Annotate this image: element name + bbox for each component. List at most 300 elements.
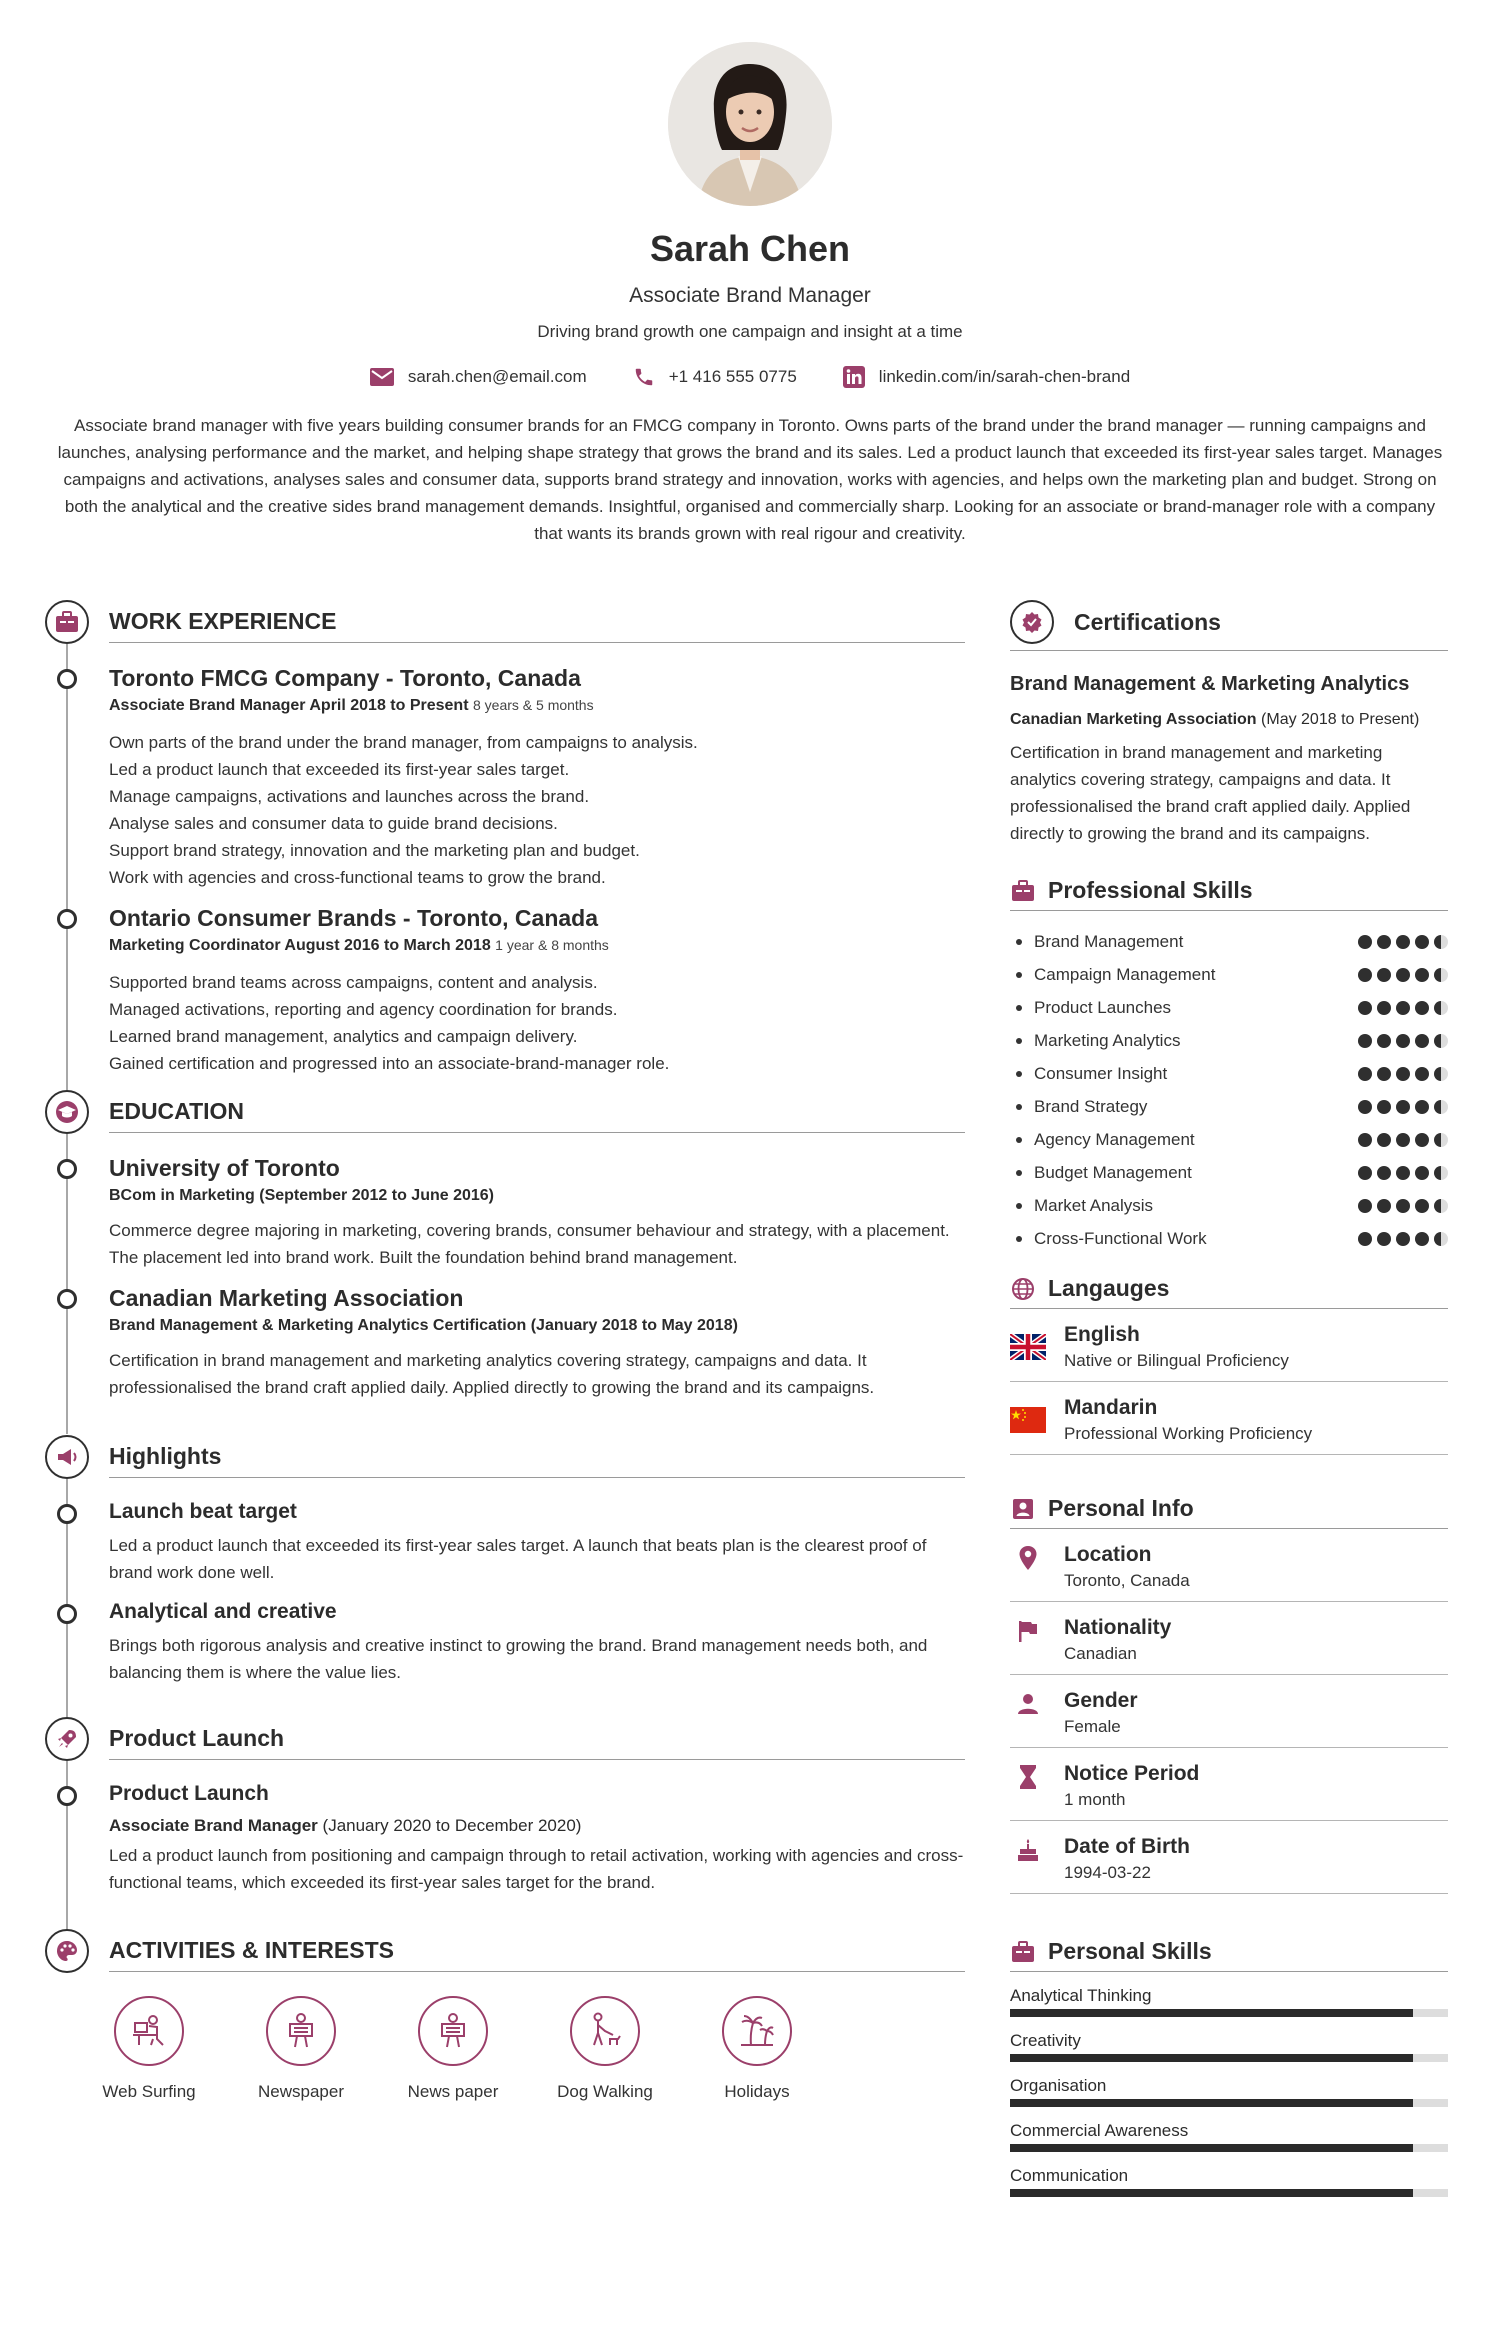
rating-dot [1377, 1067, 1391, 1081]
timeline-dot [57, 1504, 77, 1524]
info-icon [1010, 1616, 1046, 1646]
contact-linkedin[interactable] [843, 366, 1130, 388]
school-name: Canadian Marketing Association [109, 1285, 464, 1311]
skill-row [1010, 991, 1448, 1024]
rating-dot [1434, 968, 1448, 982]
linkedin-icon [843, 366, 865, 388]
rating-dot [1434, 1001, 1448, 1015]
hourglass-icon [1018, 1764, 1038, 1790]
activity-label: Holidays [724, 2082, 790, 2101]
language-level: Native or Bilingual Proficiency [1064, 1351, 1289, 1370]
info-text [1064, 1762, 1199, 1810]
rating-dot [1415, 1034, 1429, 1048]
skill-rating [1358, 1067, 1448, 1081]
skill-label: Consumer Insight [1034, 1063, 1168, 1083]
rating-dot [1396, 968, 1410, 982]
personal-skill-item [1010, 2076, 1448, 2107]
skill-name [1010, 1163, 1192, 1183]
bullet-icon [1016, 1104, 1022, 1110]
bullet-icon [1016, 1038, 1022, 1044]
section-icon-highlights [45, 1435, 89, 1479]
skill-rating [1358, 1100, 1448, 1114]
highlights-section [45, 1435, 965, 1717]
rating-dot [1377, 968, 1391, 982]
activity-label: Newspaper [258, 2082, 344, 2101]
duty-line: Supported brand teams across campaigns, content and analysis. [109, 973, 598, 992]
info-item-location [1010, 1529, 1448, 1602]
rating-dot [1377, 935, 1391, 949]
person-icon [1017, 1693, 1039, 1715]
rating-dot [1396, 1001, 1410, 1015]
section-icon-product-launch [45, 1717, 89, 1761]
info-value: Toronto, Canada [1064, 1571, 1190, 1590]
activity-item [529, 1996, 681, 2102]
skill-label: Market Analysis [1034, 1195, 1154, 1215]
rating-dot [1396, 1232, 1410, 1246]
activity-label: News paper [407, 2082, 499, 2101]
rating-dot [1434, 1067, 1448, 1081]
professional-skills-section [1010, 877, 1448, 1255]
education-entry [109, 1285, 965, 1401]
highlight-desc: Brings both rigorous analysis and creative instinct to growing the brand. Brand management needs both, and balancing them is where the value lies. [109, 1636, 928, 1682]
info-item-notice-period [1010, 1748, 1448, 1821]
info-text [1064, 1543, 1190, 1591]
info-label: Nationality [1064, 1616, 1172, 1639]
info-label: Location [1064, 1543, 1152, 1566]
rating-dot [1358, 1034, 1372, 1048]
duty-line: Led a product launch that exceeded its first-year sales target. [109, 760, 570, 779]
education-desc: Commerce degree majoring in marketing, covering brands, consumer behaviour and strategy, with a placement. The placement led into brand work. Built the foundation behind brand management. [109, 1221, 950, 1267]
activity-icon-circle [570, 1996, 640, 2066]
dog-walking-icon [585, 2011, 625, 2051]
megaphone-icon [55, 1446, 79, 1468]
palette-icon [55, 1939, 79, 1963]
work-company: Toronto FMCG Company - Toronto, Canada [109, 665, 581, 691]
rating-dot [1396, 1199, 1410, 1213]
personal-skill-item [1010, 2166, 1448, 2197]
timeline-dot [57, 909, 77, 929]
degree-text: BCom in Marketing (September 2012 to June 2016) [109, 1187, 494, 1204]
rating-dot [1396, 1034, 1410, 1048]
newspaper-icon [433, 2011, 473, 2051]
activity-icon-circle [266, 1996, 336, 2066]
language-name: Mandarin [1064, 1396, 1158, 1419]
info-icon [1010, 1835, 1046, 1865]
section-title: Langauges [1048, 1275, 1170, 1301]
skill-bar-fill [1010, 2009, 1413, 2017]
duty-line: Analyse sales and consumer data to guide brand decisions. [109, 814, 558, 833]
web-surfing-icon [129, 2011, 169, 2051]
section-icon-activities [45, 1929, 89, 1973]
project-entry [109, 1782, 965, 1896]
info-item-date-of-birth [1010, 1821, 1448, 1894]
professional-skills-list [1010, 925, 1448, 1255]
rating-dot [1358, 1133, 1372, 1147]
info-value: 1994-03-22 [1064, 1863, 1151, 1882]
skill-label: Campaign Management [1034, 964, 1216, 984]
rating-dot [1358, 1001, 1372, 1015]
skill-name [1010, 932, 1183, 952]
project-title: Product Launch [109, 1782, 269, 1805]
skill-rating [1358, 1034, 1448, 1048]
rating-dot [1415, 968, 1429, 982]
section-icon-certifications [1010, 600, 1054, 644]
skill-bar [1010, 2054, 1448, 2062]
cake-icon [1017, 1838, 1039, 1862]
certification-desc: Certification in brand management and marketing analytics covering strategy, campaigns and data. It professionalised the brand craft applied daily. Applied directly to growing the brand and its campaigns. [1010, 743, 1411, 843]
project-role-name: Associate Brand Manager [109, 1816, 318, 1835]
skill-bar [1010, 2009, 1448, 2017]
work-entry [109, 905, 965, 1077]
rating-dot [1415, 1133, 1429, 1147]
rating-dot [1434, 1199, 1448, 1213]
skill-rating [1358, 935, 1448, 949]
candidate-name: Sarah Chen [649, 228, 851, 269]
certification-org [1010, 708, 1448, 731]
rating-dot [1377, 1034, 1391, 1048]
education-entry [109, 1155, 965, 1271]
section-title: EDUCATION [109, 1090, 965, 1133]
info-text [1064, 1689, 1138, 1737]
candidate-tagline: Driving brand growth one campaign and insight at a time [537, 322, 963, 341]
language-name: English [1064, 1323, 1140, 1346]
skill-label: Cross-Functional Work [1034, 1228, 1207, 1248]
product-launch-section [45, 1717, 965, 1929]
info-icon [1010, 1689, 1046, 1719]
highlight-title: Analytical and creative [109, 1600, 337, 1623]
rocket-icon [55, 1727, 79, 1751]
rating-dot [1358, 1232, 1372, 1246]
contact-email[interactable] [370, 366, 587, 388]
info-label: Gender [1064, 1689, 1138, 1712]
personal-skill-label: Communication [1010, 2166, 1129, 2185]
personal-skill-label: Analytical Thinking [1010, 1986, 1152, 2005]
rating-dot [1358, 1100, 1372, 1114]
section-title: Product Launch [109, 1717, 965, 1760]
info-item-nationality [1010, 1602, 1448, 1675]
info-value: 1 month [1064, 1790, 1126, 1809]
section-icon-education [45, 1090, 89, 1134]
contact-row [0, 366, 1500, 388]
skill-rating [1358, 1166, 1448, 1180]
section-title: Highlights [109, 1435, 965, 1478]
education-desc: Certification in brand management and marketing analytics covering strategy, campaigns and data. It professionalised the brand craft applied daily. Applied directly to growing the brand and its campaigns. [109, 1351, 875, 1397]
section-icon [1010, 1939, 1036, 1965]
skill-label: Brand Management [1034, 931, 1184, 951]
duty-line: Gained certification and progressed into an associate-brand-manager role. [109, 1054, 670, 1073]
bullet-icon [1016, 1236, 1022, 1242]
certification-dates: (May 2018 to Present) [1261, 711, 1420, 728]
work-experience-section [45, 600, 965, 1090]
language-item [1010, 1382, 1448, 1455]
project-role [109, 1816, 965, 1836]
section-header [1010, 600, 1448, 651]
china-flag [1010, 1407, 1046, 1433]
personal-skill-label: Commercial Awareness [1010, 2121, 1189, 2140]
project-desc: Led a product launch from positioning and campaign through to retail activation, working with agencies and cross-functional teams, which exceeded its first-year sales target for the brand. [109, 1846, 964, 1892]
rating-dot [1377, 1001, 1391, 1015]
rating-dot [1415, 1199, 1429, 1213]
email-icon [370, 368, 394, 386]
resume-header [0, 0, 1500, 547]
rating-dot [1415, 1232, 1429, 1246]
skill-row [1010, 1090, 1448, 1123]
personal-info-section [1010, 1495, 1448, 1894]
timeline-dot [57, 1604, 77, 1624]
skill-rating [1358, 1133, 1448, 1147]
flag-icon [1017, 1619, 1039, 1643]
bullet-icon [1016, 939, 1022, 945]
rating-dot [1415, 1001, 1429, 1015]
skill-label: Budget Management [1034, 1162, 1192, 1182]
id-card-icon [1012, 1498, 1034, 1520]
activity-icon-circle [722, 1996, 792, 2066]
bullet-icon [1016, 1071, 1022, 1077]
highlight-entry [109, 1500, 965, 1586]
timeline-dot [57, 1289, 77, 1309]
skill-name [1010, 998, 1171, 1018]
newspaper-icon [281, 2011, 321, 2051]
activity-item [73, 1996, 225, 2102]
activity-label: Web Surfing [102, 2082, 196, 2101]
info-icon [1010, 1762, 1046, 1792]
skill-row [1010, 1123, 1448, 1156]
rating-dot [1377, 1199, 1391, 1213]
section-title: Personal Skills [1048, 1938, 1212, 1964]
highlight-entry [109, 1600, 965, 1686]
duty-line: Support brand strategy, innovation and the marketing plan and budget. [109, 841, 640, 860]
personal-skills-section [1010, 1938, 1448, 2197]
rating-dot [1377, 1133, 1391, 1147]
skill-name [1010, 1097, 1147, 1117]
activity-label: Dog Walking [557, 2082, 653, 2101]
globe-icon [1011, 1277, 1035, 1301]
skill-rating [1358, 1001, 1448, 1015]
briefcase-icon [55, 611, 79, 633]
rating-dot [1358, 1166, 1372, 1180]
language-level: Professional Working Proficiency [1064, 1424, 1313, 1443]
rating-dot [1358, 1067, 1372, 1081]
info-icon [1010, 1543, 1046, 1573]
degree [109, 1187, 965, 1205]
skill-bar [1010, 2189, 1448, 2197]
candidate-title: Associate Brand Manager [629, 284, 871, 307]
rating-dot [1434, 1034, 1448, 1048]
rating-dot [1434, 1133, 1448, 1147]
education-section [45, 1090, 965, 1435]
skill-rating [1358, 1199, 1448, 1213]
personal-skill-item [1010, 1986, 1448, 2017]
work-duties [109, 969, 965, 1077]
profile-summary: Associate brand manager with five years building consumer brands for an FMCG company in Toronto. Owns parts of the brand under the brand manager — running campaigns and launches, analysing performance and the market, and helping shape strategy that grows the brand and its sales. Led a product launch that exceeded its first-year sales target. Manages campaigns and activations, analyses sales and consumer data, supports brand strategy and innovation, works with agencies, and helps own the marketing plan and budget. Strong on both the analytical and the creative sides brand management demands. Insightful, organised and commercially sharp. Looking for an associate or brand-manager role with a company that wants its brands grown with real rigour and creativity. [57, 416, 1443, 543]
skill-bar-fill [1010, 2189, 1413, 2197]
skill-bar [1010, 2099, 1448, 2107]
skill-row [1010, 925, 1448, 958]
skill-row [1010, 1024, 1448, 1057]
skill-name [1010, 1196, 1153, 1216]
certification-name: Brand Management & Marketing Analytics [1010, 673, 1410, 695]
section-title: Certifications [1074, 608, 1221, 635]
activities-section [45, 1929, 965, 2102]
rating-dot [1377, 1232, 1391, 1246]
rating-dot [1415, 1166, 1429, 1180]
skill-name [1010, 965, 1215, 985]
contact-phone[interactable] [633, 366, 797, 388]
section-header [1010, 1938, 1448, 1972]
section-header [1010, 877, 1448, 911]
rating-dot [1434, 935, 1448, 949]
briefcase-icon [1011, 1941, 1035, 1963]
languages-section [1010, 1275, 1448, 1455]
timeline-line [66, 1134, 68, 1434]
personal-skill-label: Organisation [1010, 2076, 1107, 2095]
skill-name [1010, 1064, 1167, 1084]
linkedin-text[interactable]: linkedin.com/in/sarah-chen-brand [878, 367, 1131, 386]
rating-dot [1396, 1100, 1410, 1114]
work-role-dates: Marketing Coordinator August 2016 to March 2018 [109, 937, 491, 954]
skill-row [1010, 1057, 1448, 1090]
timeline-dot [57, 669, 77, 689]
personal-skill-item [1010, 2031, 1448, 2062]
rating-dot [1396, 935, 1410, 949]
bullet-icon [1016, 972, 1022, 978]
work-entry [109, 665, 965, 891]
activities-list [73, 1996, 965, 2102]
skill-bar [1010, 2144, 1448, 2152]
holidays-icon [737, 2011, 777, 2051]
rating-dot [1358, 1199, 1372, 1213]
timeline-line [66, 644, 68, 1090]
avatar-portrait [668, 42, 832, 206]
location-pin-icon [1018, 1545, 1038, 1571]
skill-label: Product Launches [1034, 997, 1172, 1017]
work-duties [109, 729, 965, 891]
rating-dot [1434, 1100, 1448, 1114]
skill-bar-fill [1010, 2144, 1413, 2152]
section-icon [1010, 1496, 1036, 1522]
right-column [1010, 600, 1448, 2197]
skill-label: Brand Strategy [1034, 1096, 1148, 1116]
certification-issuer: Canadian Marketing Association [1010, 711, 1257, 728]
rating-dot [1358, 935, 1372, 949]
briefcase-icon [1011, 880, 1035, 902]
phone-text[interactable]: +1 416 555 0775 [668, 367, 797, 386]
rating-dot [1358, 968, 1372, 982]
skill-rating [1358, 1232, 1448, 1246]
rating-dot [1415, 1067, 1429, 1081]
skill-row [1010, 958, 1448, 991]
skill-bar-fill [1010, 2054, 1413, 2062]
info-label: Notice Period [1064, 1762, 1200, 1785]
skill-name [1010, 1229, 1207, 1249]
avatar [668, 42, 832, 206]
rating-dot [1396, 1067, 1410, 1081]
section-header [1010, 1495, 1448, 1529]
graduation-cap-icon [54, 1101, 80, 1123]
bullet-icon [1016, 1005, 1022, 1011]
degree-text: Brand Management & Marketing Analytics Certification (January 2018 to May 2018) [109, 1317, 738, 1334]
duty-line: Work with agencies and cross-functional teams to grow the brand. [109, 868, 606, 887]
skill-row [1010, 1156, 1448, 1189]
work-duration: 8 years & 5 months [472, 697, 594, 713]
highlight-title: Launch beat target [109, 1500, 297, 1523]
personal-skills-list [1010, 1986, 1448, 2197]
skill-name [1010, 1130, 1195, 1150]
section-icon [1010, 878, 1036, 904]
skill-row [1010, 1189, 1448, 1222]
degree [109, 1317, 965, 1335]
skill-label: Agency Management [1034, 1129, 1195, 1149]
highlight-desc: Led a product launch that exceeded its first-year sales target. A launch that beats plan is the clearest proof of brand work done well. [109, 1536, 927, 1582]
language-text [1064, 1396, 1312, 1444]
certifications-section [1010, 600, 1448, 847]
duty-line: Learned brand management, analytics and campaign delivery. [109, 1027, 578, 1046]
info-text [1064, 1616, 1171, 1664]
school-name: University of Toronto [109, 1155, 340, 1181]
left-column [45, 600, 965, 2102]
project-dates: (January 2020 to December 2020) [322, 1816, 582, 1835]
info-item-gender [1010, 1675, 1448, 1748]
skill-label: Marketing Analytics [1034, 1030, 1181, 1050]
skill-bar-fill [1010, 2099, 1413, 2107]
info-value: Canadian [1064, 1644, 1137, 1663]
activity-item [377, 1996, 529, 2102]
timeline-dot [57, 1786, 77, 1806]
duty-line: Managed activations, reporting and agency coordination for brands. [109, 1000, 618, 1019]
info-text [1064, 1835, 1190, 1883]
skill-name [1010, 1031, 1180, 1051]
duty-line: Own parts of the brand under the brand manager, from campaigns to analysis. [109, 733, 698, 752]
work-role-dates: Associate Brand Manager April 2018 to Present [109, 697, 469, 714]
rating-dot [1377, 1100, 1391, 1114]
section-title: WORK EXPERIENCE [109, 600, 965, 643]
section-icon [1010, 1276, 1036, 1302]
activity-icon-circle [114, 1996, 184, 2066]
personal-skill-label: Creativity [1010, 2031, 1081, 2050]
rating-dot [1396, 1166, 1410, 1180]
rating-dot [1415, 1100, 1429, 1114]
activity-item [225, 1996, 377, 2102]
timeline-dot [57, 1159, 77, 1179]
skill-row [1010, 1222, 1448, 1255]
work-company: Ontario Consumer Brands - Toronto, Canada [109, 905, 598, 931]
uk-flag [1010, 1334, 1046, 1360]
section-title: Professional Skills [1048, 877, 1253, 903]
bullet-icon [1016, 1137, 1022, 1143]
language-text [1064, 1323, 1289, 1371]
skill-rating [1358, 968, 1448, 982]
work-role [109, 697, 965, 715]
personal-skill-item [1010, 2121, 1448, 2152]
section-title: Personal Info [1048, 1495, 1194, 1521]
bullet-icon [1016, 1203, 1022, 1209]
info-label: Date of Birth [1064, 1835, 1190, 1858]
section-icon-work [45, 600, 89, 644]
rating-dot [1434, 1166, 1448, 1180]
language-item [1010, 1309, 1448, 1382]
work-role [109, 937, 965, 955]
section-header [1010, 1275, 1448, 1309]
rating-dot [1396, 1133, 1410, 1147]
email-text[interactable]: sarah.chen@email.com [407, 367, 587, 386]
rating-dot [1377, 1166, 1391, 1180]
work-duration: 1 year & 8 months [495, 937, 609, 953]
activity-item [681, 1996, 833, 2102]
phone-icon [633, 366, 655, 388]
section-title: ACTIVITIES & INTERESTS [109, 1929, 965, 1972]
certificate-badge-icon [1021, 611, 1043, 633]
rating-dot [1415, 935, 1429, 949]
